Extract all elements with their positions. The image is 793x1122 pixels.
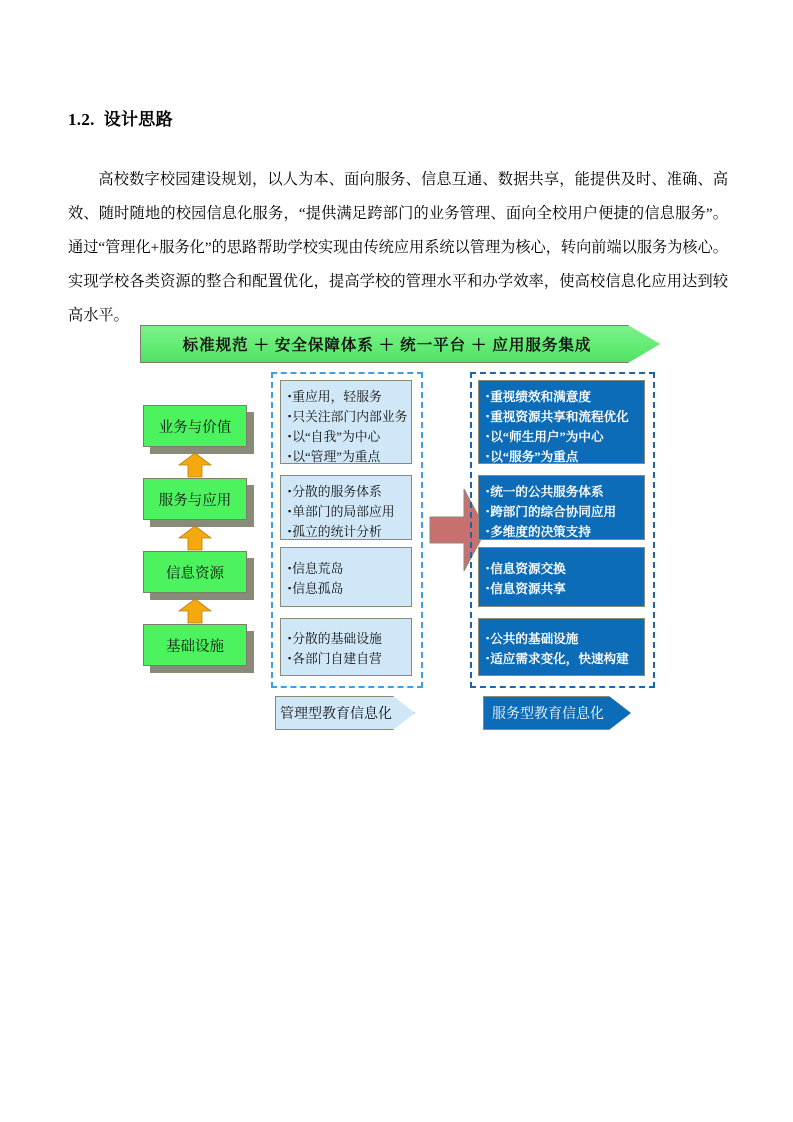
target-state-caption [483,696,631,730]
list-item: ▪ 以“管理”为重点 [288,447,405,467]
target-state-group-1 [478,380,645,464]
list-item: ▪ 跨部门的综合协同应用 [486,502,638,522]
list-item: ▪ 适应需求变化，快速构建 [486,649,638,669]
current-state-caption [275,696,415,730]
section-title: 设计思路 [103,110,173,129]
list-item: ▪ 分散的服务体系 [288,482,405,502]
list-item: ▪ 信息资源交换 [486,559,638,579]
list-item: ▪ 统一的公共服务体系 [486,482,638,502]
layer-box-label: 信息资源 [143,551,247,593]
layer-box-infrastructure [143,624,247,666]
list-item: ▪ 以“师生用户”为中心 [486,427,638,447]
foundation-banner [140,325,660,363]
layer-box-label: 服务与应用 [143,478,247,520]
target-state-group-4 [478,618,645,676]
list-item: ▪ 多维度的决策支持 [486,522,638,542]
banner-label: 标准规范 ＋ 安全保障体系 ＋ 统一平台 ＋ 应用服务集成 [182,337,592,354]
section-paragraph: 高校数字校园建设规划，以人为本、面向服务、信息互通、数据共享，能提供及时、准确、高效、随时随地的校园信息化服务，“提供满足跨部门的业务管理、面向全校用户便捷的信息服务”。通过“管理化+服务化”的思路帮助学校实现由传统应用系统以管理为核心，转向前端以服务为核心。实现学校各类资源的整合和配置优化，提高学校的管理水平和办学效率，使高校信息化应用达到较高水平。 [68,171,728,324]
layer-box-business-value [143,405,247,447]
list-item: ▪ 只关注部门内部业务 [288,407,405,427]
layer-box-label: 基础设施 [143,624,247,666]
list-item: ▪ 信息孤岛 [288,579,405,599]
list-item: ▪ 以“自我”为中心 [288,427,405,447]
section-number: 1.2. [68,110,95,129]
list-item: ▪ 信息荒岛 [288,559,405,579]
up-arrow-icon-1 [178,452,212,478]
list-item: ▪ 分散的基础设施 [288,629,405,649]
list-item: ▪ 重应用，轻服务 [288,387,405,407]
target-state-group-3 [478,547,645,607]
list-item: ▪ 单部门的局部应用 [288,502,405,522]
caption-label: 管理型教育信息化 [280,707,392,722]
current-state-group-3 [280,547,412,607]
up-arrow-icon-3 [178,598,212,624]
current-state-group-4 [280,618,412,676]
list-item: ▪ 孤立的统计分析 [288,522,405,542]
list-item: ▪ 信息资源共享 [486,579,638,599]
caption-label: 服务型教育信息化 [492,707,604,722]
current-state-group-2 [280,475,412,540]
list-item: ▪ 以“服务”为重点 [486,447,638,467]
target-state-group-2 [478,475,645,540]
list-item: ▪ 公共的基础设施 [486,629,638,649]
current-state-group-1 [280,380,412,464]
list-item: ▪ 各部门自建自营 [288,649,405,669]
list-item: ▪ 重视绩效和满意度 [486,387,638,407]
up-arrow-icon-2 [178,525,212,551]
layer-box-service-application [143,478,247,520]
layer-box-information-resource [143,551,247,593]
list-item: ▪ 重视资源共享和流程优化 [486,407,638,427]
layer-box-label: 业务与价值 [143,405,247,447]
